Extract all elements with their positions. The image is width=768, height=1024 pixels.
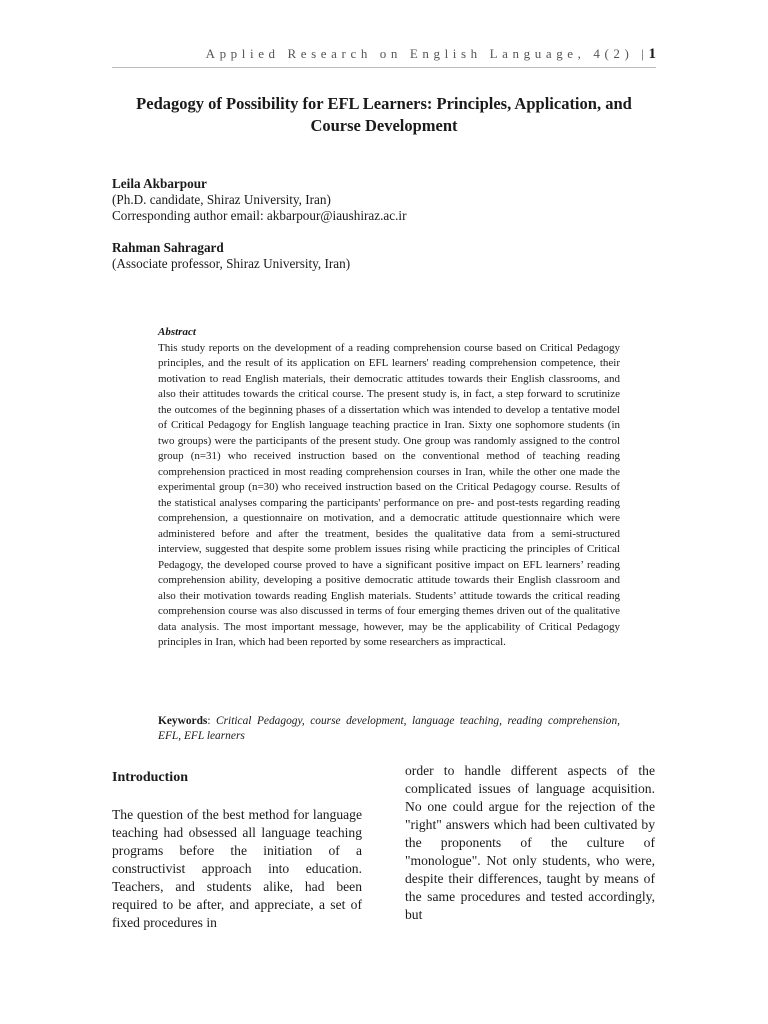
keywords-label: Keywords: [158, 715, 208, 727]
introduction-heading: Introduction: [112, 770, 188, 785]
abstract-section: [158, 325, 620, 651]
introduction-right-column: order to handle different aspects of the complicated issues of language acquisition. No one could argue for the rejection of the "right" answers which had been cultivated by the proponents of the culture of "monologue". Not only students, who were, despite their differences, taught by means of the same procedures and tested accordingly, but: [405, 763, 655, 922]
journal-name: Applied Research on English Language, 4(2): [205, 46, 634, 61]
author-affiliation: (Ph.D. candidate, Shiraz University, Iran): [112, 192, 331, 207]
keywords-section: [158, 714, 620, 743]
abstract-heading: Abstract: [158, 326, 196, 338]
author-name: Rahman Sahragard: [112, 240, 224, 255]
abstract-body: This study reports on the development of a reading comprehension course based on Critical Pedagogy principles, and the result of its application on EFL learners' reading comprehension competence, their motivation to read English materials, their democratic attitudes towards their English classrooms, and also their attitudes towards the critical course. The present study is, in fact, a step forward to scrutinize the outcomes of the beginning phases of a dissertation which was intended to develop a tentative model of Critical Pedagogy for English language teaching practice in Iran. Sixty one sophomore students (in two groups) were the participants of the present study. One group was randomly assigned to the control group (n=31) who received instruction based on the conventional method of teaching reading comprehension practiced in most reading comprehension courses in Iran, while the other one made the experimental group (n=30) who received instruction based on the Critical Pedagogy course. Results of the statistical analyses comparing the participants' performance on pre- and post-tests regarding reading comprehension, a questionnaire on motivation, and a democratic attitude questionnaire which were administered before and after the treatment, besides the qualitative data from a semi-structured interview, suggested that despite some problem issues rising while practicing the principles of Critical Pedagogy, the developed course proved to have a significant positive impact on EFL learners’ reading comprehension ability, developing a positive democratic attitude towards their English classroom and also their motivation towards reading English materials. Students’ attitude towards the critical reading comprehension course was also discussed in terms of four emerging themes driven out of the qualitative data analysis. The most important message, however, may be the applicability of Critical Pedagogy principles in Iran, which had been reported by some researchers as impractical.: [158, 341, 620, 648]
keywords-colon: :: [207, 715, 211, 727]
running-header: [112, 46, 656, 63]
author-block-1: [112, 176, 672, 224]
author-affiliation: (Associate professor, Shiraz University, Iran): [112, 256, 351, 271]
header-divider: [112, 67, 656, 68]
paper-title: [112, 93, 656, 137]
corresponding-email: Corresponding author email: akbarpour@iaushiraz.ac.ir: [112, 208, 407, 223]
paper-title-line-2: Course Development: [310, 116, 458, 135]
author-name: Leila Akbarpour: [112, 176, 207, 191]
introduction-left-column: The question of the best method for language teaching had obsessed all language teaching programs before the initiation of a constructivist approach into education. Teachers, and students alike, had been required to be after, and appreciate, a set of fixed procedures in: [112, 807, 362, 930]
paper-title-line-1: Pedagogy of Possibility for EFL Learners: Principles, Application, and: [136, 94, 632, 113]
author-block-2: [112, 240, 672, 272]
page-number: 1: [648, 46, 656, 62]
keywords-list: Critical Pedagogy, course development, language teaching, reading comprehension, EFL, EFL learners: [158, 715, 620, 742]
header-separator: |: [641, 46, 649, 61]
